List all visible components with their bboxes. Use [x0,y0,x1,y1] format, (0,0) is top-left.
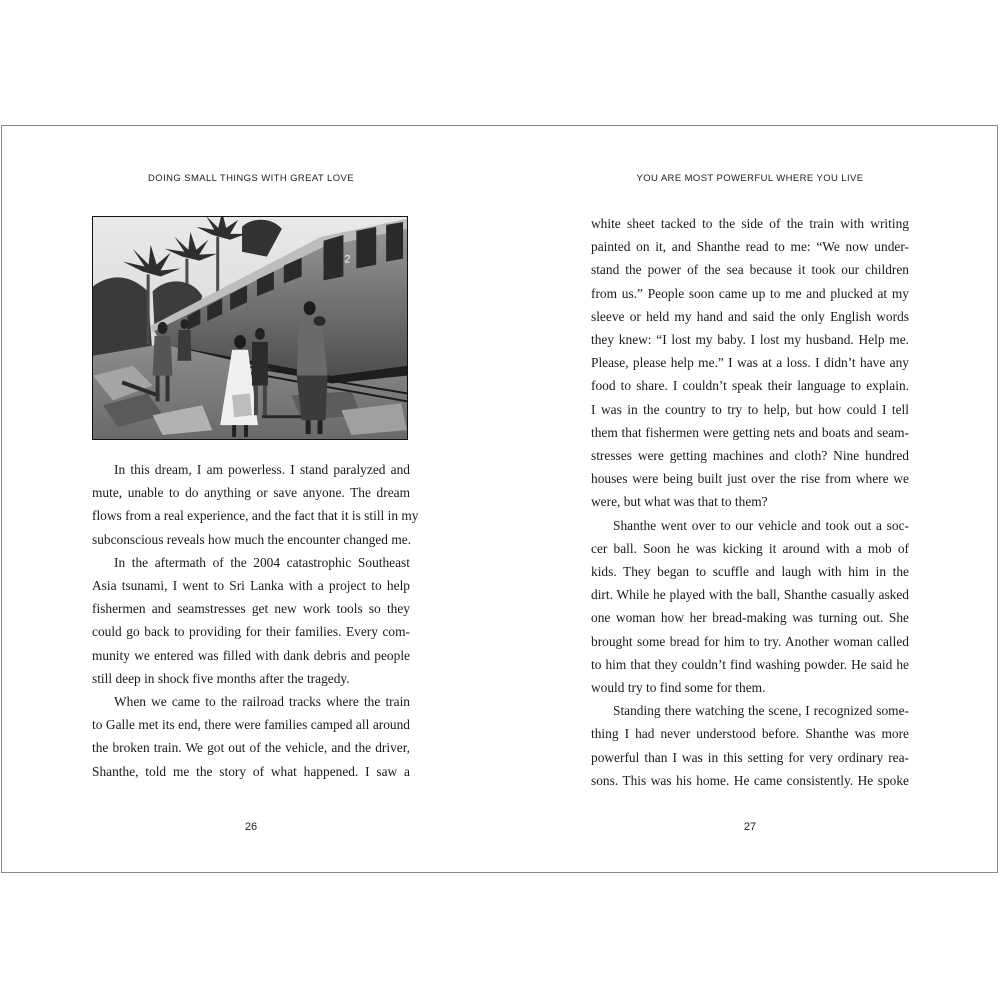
right-body-text [591,212,909,792]
text-line: In this dream, I am powerless. I stand paralyzed and [114,462,410,477]
text-line: cer ball. Soon he was kicking it around with a mob of [591,540,909,556]
text-line: could go back to providing for their families. Every com- [92,624,410,640]
text-line: powerful than I was in this setting for very ordinary rea- [591,749,909,765]
text-line: mute, unable to do anything or save anyone. The dream [92,485,410,501]
text-line: still deep in shock five months after the tragedy. [92,670,350,686]
text-line: kids. They began to scuffle and laugh with him in the [591,564,909,580]
text-line: Shanthe, told me the story of what happened. I saw a [92,763,410,779]
text-line: stresses were getting machines and cloth? Nine hundred [591,448,909,464]
text-line: sleeve or held my hand and said the only English words [591,308,909,324]
text-line: fishermen and seamstresses get new work tools so they [92,601,410,617]
text-line: painted on it, and Shanthe read to me: “We now under- [591,239,909,255]
text-line: would try to find some for them. [591,680,766,696]
text-line: food to share. I couldn’t speak their language to explain. [591,378,909,394]
text-line: In the aftermath of the 2004 catastrophic Southeast [114,554,410,570]
text-line: Standing there watching the scene, I recognized some- [613,703,909,719]
text-line: them that fishermen were getting nets and boats and seam- [591,424,909,440]
text-line: one woman how her bread-making was turning out. She [591,610,909,626]
text-line: munity we entered was filled with dank debris and people [92,647,410,663]
text-line: stand the power of the sea because it took our children [591,262,909,278]
photo-graphic [93,217,407,439]
body-paragraph [92,551,410,690]
running-head-right: YOU ARE MOST POWERFUL WHERE YOU LIVE [636,173,864,184]
body-paragraph [591,699,909,792]
body-paragraph [92,690,410,783]
text-line: they knew: “I lost my baby. I lost my husband. Help me. [591,332,909,348]
body-paragraph [591,514,909,700]
text-line: thing I had never understood before. Shanthe was more [591,726,909,742]
text-line: to Galle met its end, there were families camped all around [92,717,410,733]
page-number-left: 26 [244,821,258,833]
text-line: white sheet tacked to the side of the train with writing [591,216,909,231]
left-body-text [92,458,419,783]
left-page [2,126,500,872]
text-line: houses were being built just over the rise from where we [591,471,909,487]
text-line: Asia tsunami, I went to Sri Lanka with a project to help [92,578,410,594]
text-line: When we came to the railroad tracks where the train [114,694,410,710]
text-line: flows from a real experience, and the fact that it is still in my [92,508,419,524]
page-number-right: 27 [743,821,757,833]
text-line: from us.” People soon came up to me and plucked at my [591,285,909,301]
running-head-left: DOING SMALL THINGS WITH GREAT LOVE [148,173,354,184]
text-line: I was in the country to try to help, but how could I tell [591,401,909,417]
text-line: brought some bread for him to try. Another woman called [591,633,909,649]
text-line: dirt. While he played with the ball, Shanthe casually asked [591,587,909,603]
tsunami-train-photo [92,216,408,440]
text-line: Please, please help me.” I was at a loss. I didn’t have any [591,355,909,371]
train-car-number: 2 [344,253,351,266]
text-line: subconscious reveals how much the encounter changed me. [92,531,412,547]
right-page [500,126,998,872]
body-paragraph [92,458,419,551]
body-paragraph [591,212,909,514]
text-line: sons. This was his home. He came consistently. He spoke [591,772,909,788]
text-line: were, but what was that to them? [591,494,768,510]
book-spread [1,125,998,873]
text-line: the broken train. We got out of the vehicle, and the driver, [92,740,410,756]
text-line: to him that they couldn’t find washing powder. He said he [591,656,909,672]
text-line: Shanthe went over to our vehicle and took out a soc- [613,517,909,533]
